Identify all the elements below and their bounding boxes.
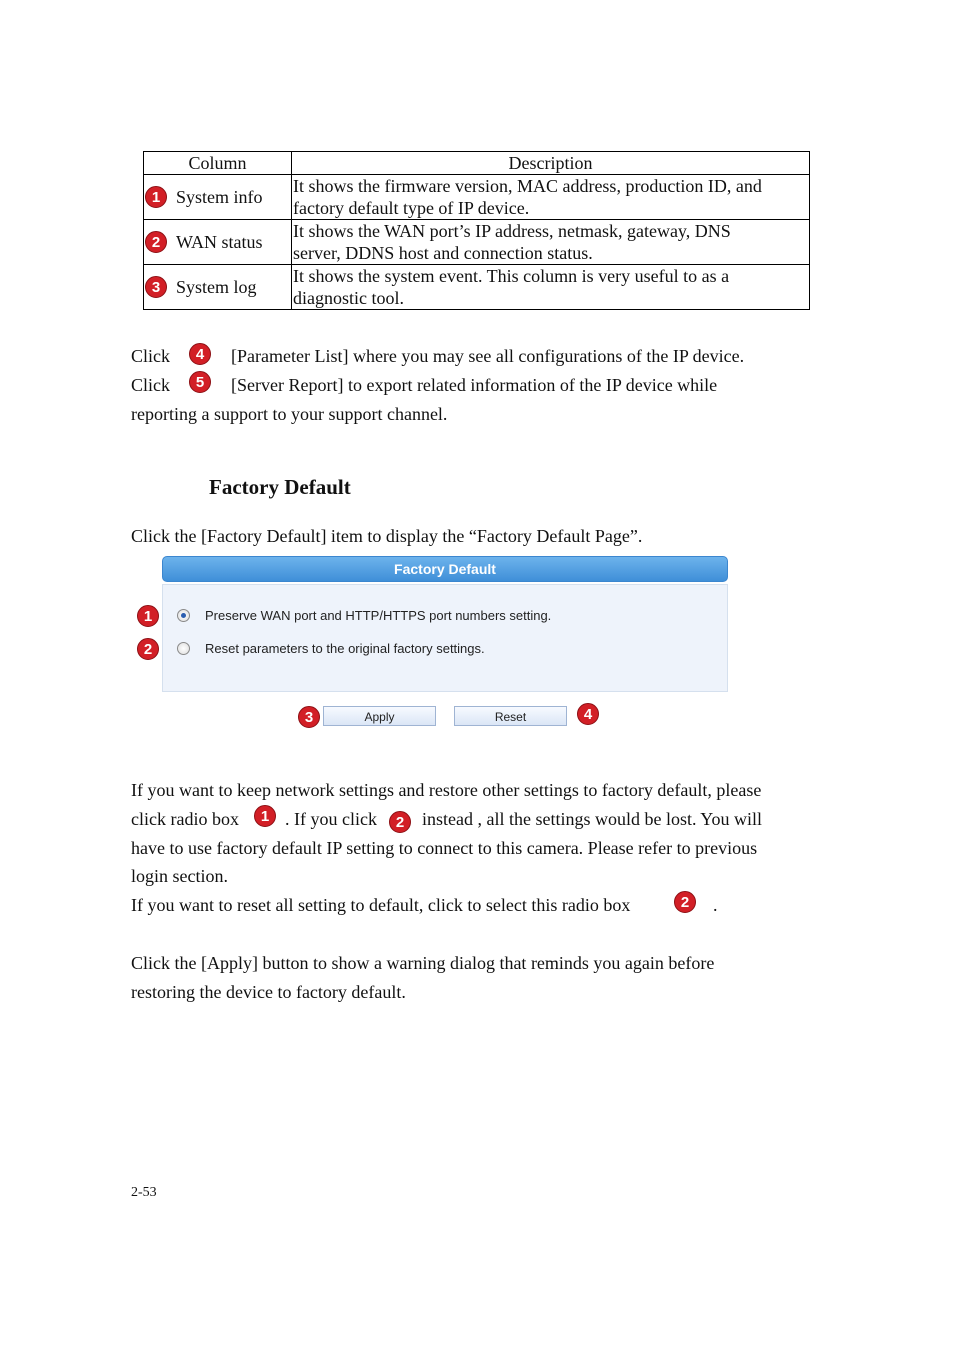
number-1-badge-icon: 1 (145, 186, 167, 208)
intro-text: Click the [Factory Default] item to display the “Factory Default Page”. (131, 526, 643, 546)
table-row (144, 220, 810, 265)
number-2-badge-icon: 2 (137, 638, 159, 660)
preserve-radio[interactable] (177, 609, 190, 622)
column-name: System info (176, 187, 263, 207)
para1-line5-end: . (713, 895, 718, 915)
para1-line3: have to use factory default IP setting to connect to this camera. Please refer to previous (131, 838, 758, 858)
reset-button[interactable]: Reset (454, 706, 567, 726)
column-name: WAN status (176, 232, 263, 252)
number-1-badge-icon: 1 (137, 605, 159, 627)
column-header: Column (144, 152, 292, 175)
table-header-row (144, 152, 810, 175)
panel-header: Factory Default (162, 556, 728, 582)
column-name: System log (176, 277, 257, 297)
number-4-badge-icon: 4 (577, 703, 599, 725)
number-5-badge-icon: 5 (189, 371, 211, 393)
para2-line1: Click the [Apply] button to show a warning dialog that reminds you again before (131, 953, 715, 973)
para1-line2c: instead , all the settings would be lost. You will (422, 809, 762, 829)
reset-params-label: Reset parameters to the original factory settings. (205, 641, 485, 656)
para1-line2b: . If you click (285, 809, 377, 829)
description-line: It shows the WAN port’s IP address, netmask, gateway, DNS (293, 221, 731, 241)
description-line: server, DDNS host and connection status. (293, 243, 593, 263)
factory-default-panel (162, 556, 728, 691)
reset-params-radio[interactable] (177, 642, 190, 655)
para1-line5: If you want to reset all setting to default, click to select this radio box (131, 895, 631, 915)
description-line: It shows the firmware version, MAC address, production ID, and (293, 176, 762, 196)
table-row (144, 265, 810, 310)
description-header: Description (292, 152, 810, 175)
number-1-badge-icon: 1 (254, 805, 276, 827)
page-number: 2-53 (131, 1185, 157, 1200)
description-line: factory default type of IP device. (293, 198, 530, 218)
description-cell (292, 265, 810, 310)
parameter-list-text: [Parameter List] where you may see all configurations of the IP device. (231, 346, 745, 366)
reset-params-option[interactable] (177, 641, 485, 656)
column-description-table (143, 151, 810, 310)
panel-body (162, 584, 728, 692)
table-row (144, 175, 810, 220)
para1-line1: If you want to keep network settings and restore other settings to factory default, please (131, 780, 762, 800)
number-4-badge-icon: 4 (189, 343, 211, 365)
description-line: It shows the system event. This column is very useful to as a (293, 266, 730, 286)
server-report-text: [Server Report] to export related information of the IP device while (231, 375, 718, 395)
number-3-badge-icon: 3 (145, 276, 167, 298)
click-word: Click (131, 375, 170, 395)
apply-button[interactable]: Apply (323, 706, 436, 726)
preserve-option[interactable] (177, 608, 551, 623)
number-3-badge-icon: 3 (298, 706, 320, 728)
para1-line2a: click radio box (131, 809, 239, 829)
number-2-badge-icon: 2 (389, 811, 411, 833)
click-word: Click (131, 346, 170, 366)
section-title: Factory Default (209, 475, 351, 499)
para1-line4: login section. (131, 866, 228, 886)
para2-line2: restoring the device to factory default. (131, 982, 406, 1002)
description-line: diagnostic tool. (293, 288, 404, 308)
preserve-label: Preserve WAN port and HTTP/HTTPS port numbers setting. (205, 608, 552, 623)
description-cell (292, 220, 810, 265)
server-report-text-cont: reporting a support to your support channel. (131, 404, 448, 424)
number-2-badge-icon: 2 (674, 891, 696, 913)
number-2-badge-icon: 2 (145, 231, 167, 253)
description-cell (292, 175, 810, 220)
